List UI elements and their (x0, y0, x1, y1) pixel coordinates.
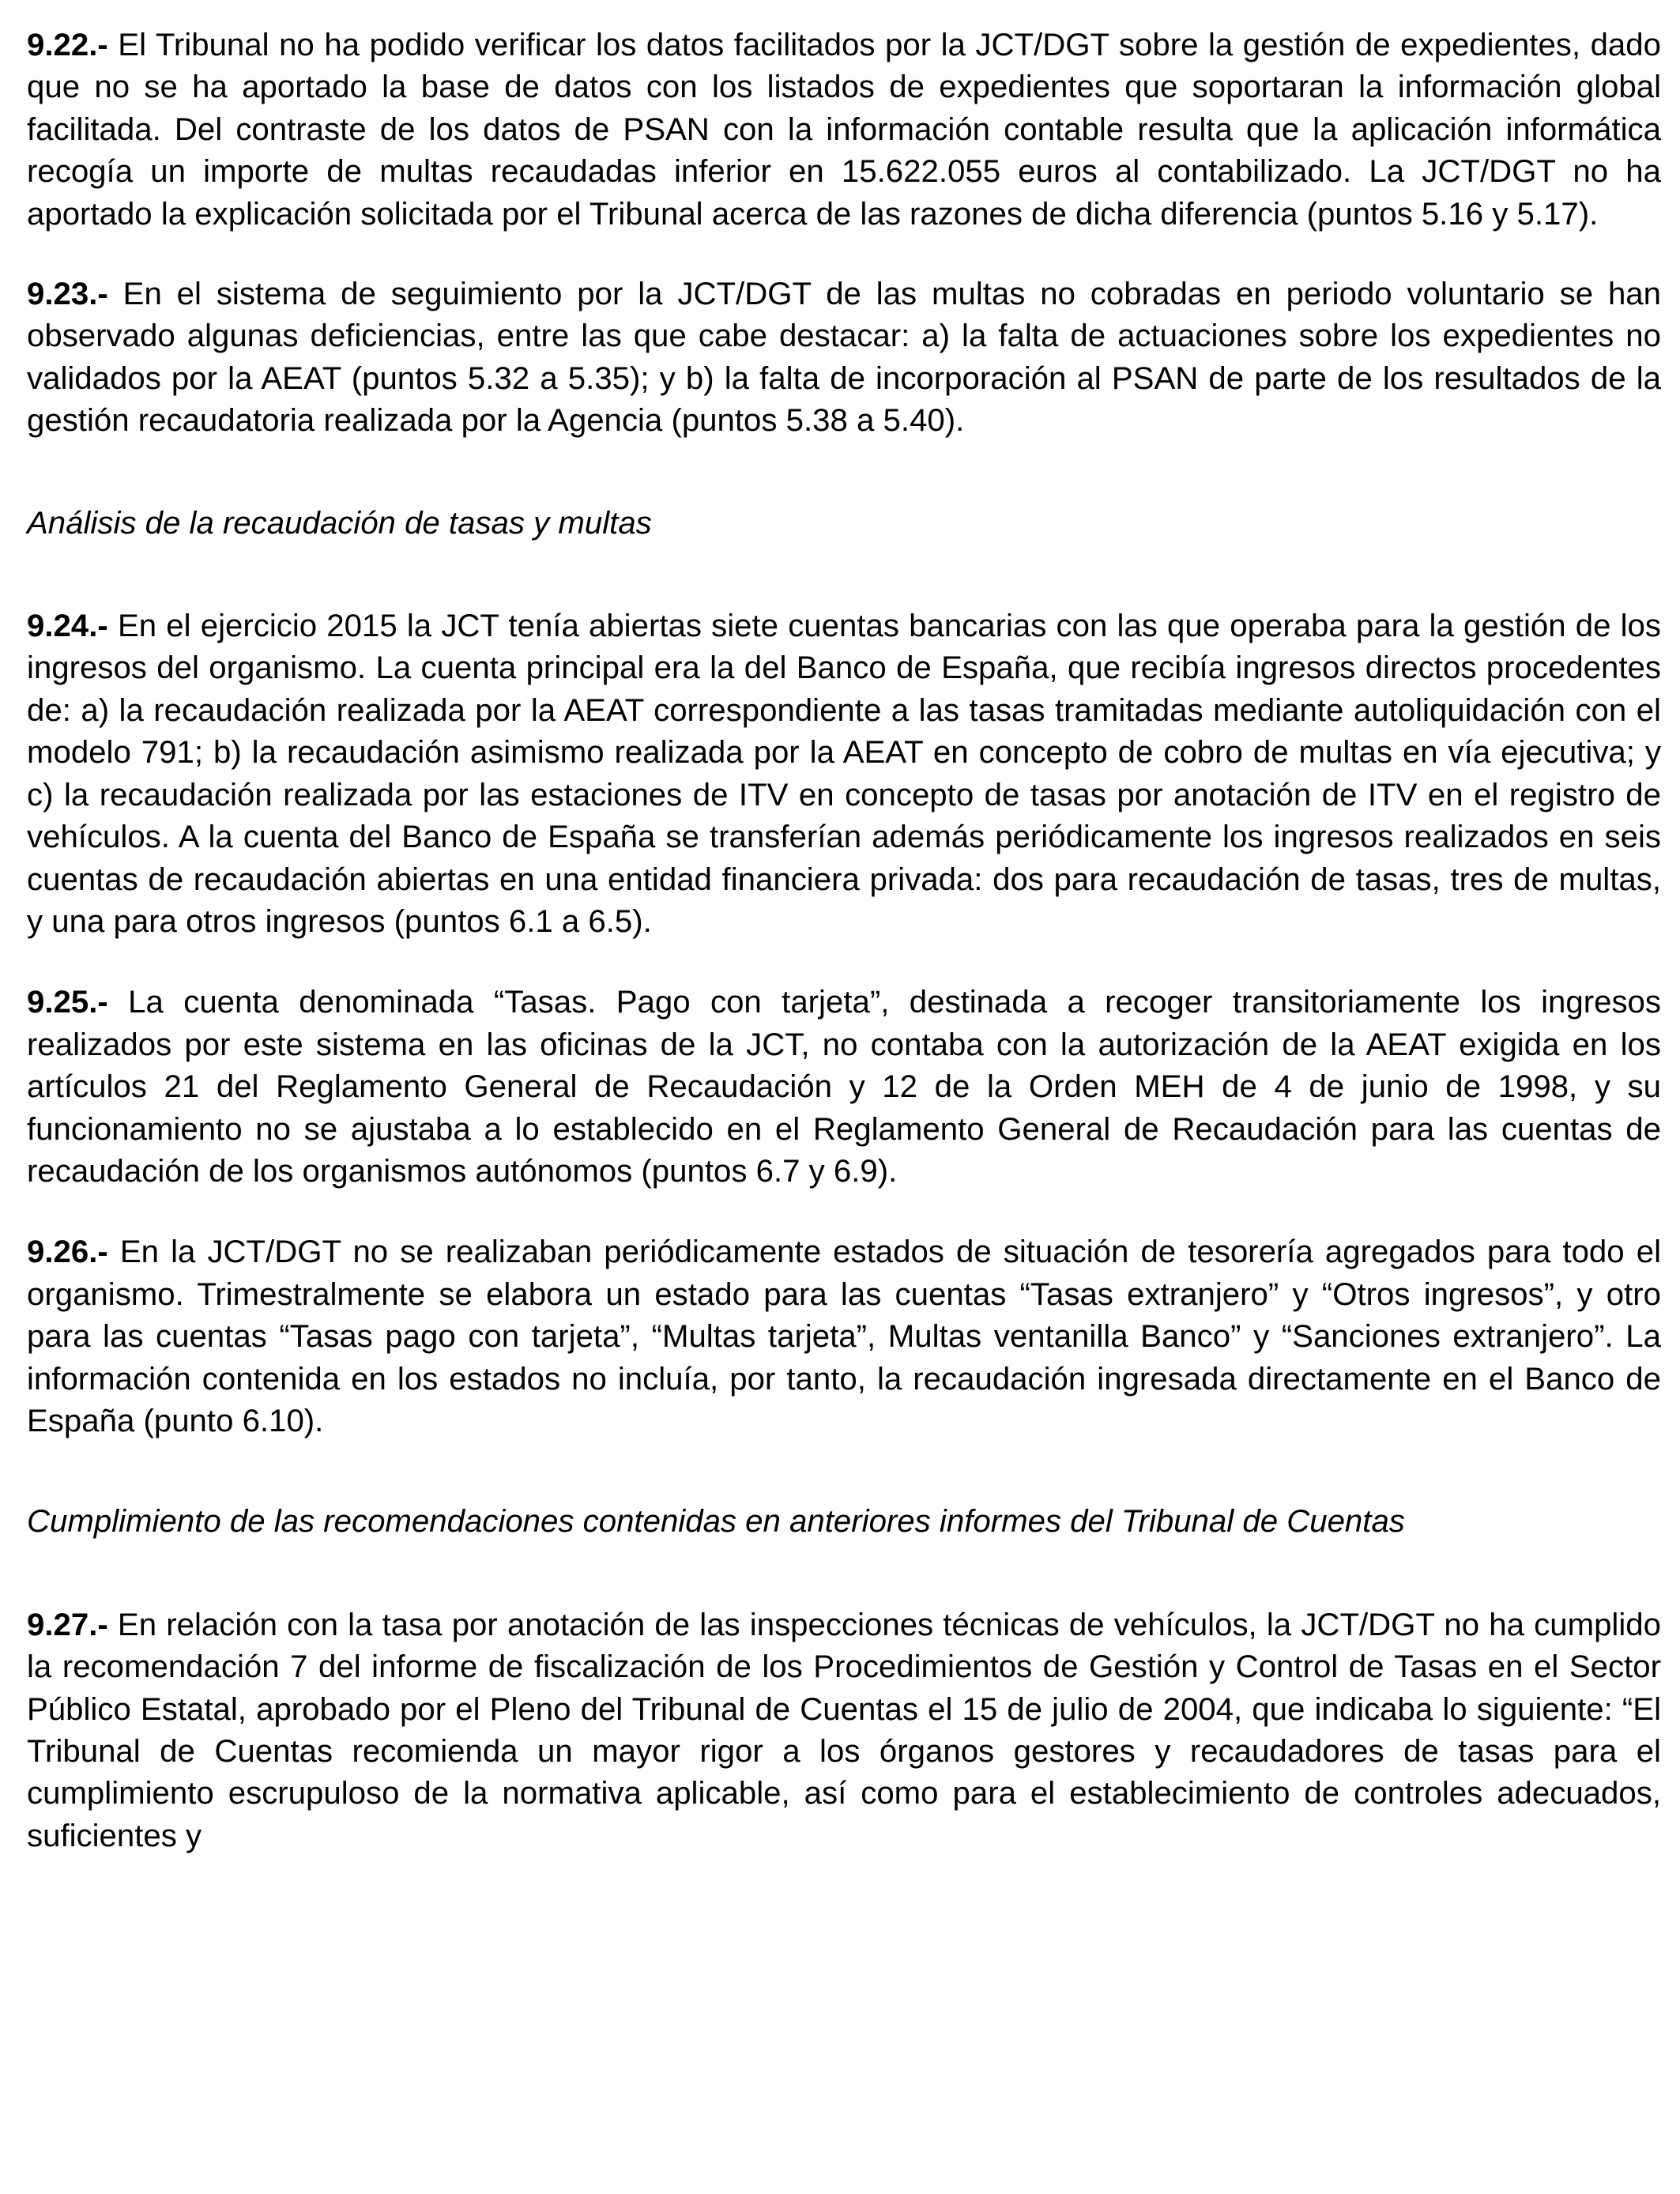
paragraph-number: 9.26.- (27, 1234, 108, 1270)
paragraph-9-27 (27, 1604, 1661, 1857)
document-page (27, 24, 1661, 1857)
paragraph-9-24 (27, 605, 1661, 942)
paragraph-text: En relación con la tasa por anotación de las inspecciones técnicas de vehículos, la JCT/DGT no ha cumplido la recomendación 7 del informe de fiscalización de los Procedimientos de Gestión y Control de Tasas en el Sector Público Estatal, aprobado por el Pleno del Tribunal de Cuentas el 15 de julio de 2004, que indicaba lo siguiente: “El Tribunal de Cuentas recomienda un mayor rigor a los órganos gestores y recaudadores de tasas para el cumplimiento escrupuloso de la normativa aplicable, así como para el establecimiento de controles adecuados, suficientes y (27, 1606, 1661, 1853)
paragraph-number: 9.24.- (27, 608, 108, 644)
paragraph-text: La cuenta denominada “Tasas. Pago con tarjeta”, destinada a recoger transitoriamente los ingresos realizados por este sistema en las oficinas de la JCT, no contaba con la autorización de la AEAT exigida en los artículos 21 del Reglamento General de Recaudación y 12 de la Orden MEH de 4 de junio de 1998, y su funcionamiento no se ajustaba a lo establecido en el Reglamento General de Recaudación para las cuentas de recaudación de los organismos autónomos (puntos 6.7 y 6.9). (27, 984, 1661, 1189)
section-heading-recaudacion: Análisis de la recaudación de tasas y multas (27, 504, 652, 541)
paragraph-9-22 (27, 24, 1661, 235)
paragraph-number: 9.25.- (27, 984, 108, 1020)
paragraph-number: 9.27.- (27, 1606, 108, 1642)
paragraph-9-25 (27, 981, 1661, 1192)
paragraph-text: En la JCT/DGT no se realizaban periódicamente estados de situación de tesorería agregados para todo el organismo. Trimestralmente se elabora un estado para las cuentas “Tasas extranjero” y “Otros ingresos”, y otro para las cuentas “Tasas pago con tarjeta”, “Multas tarjeta”, Multas ventanilla Banco” y “Sanciones extranjero”. La información contenida en los estados no incluía, por tanto, la recaudación ingresada directamente en el Banco de España (punto 6.10). (27, 1234, 1661, 1438)
section-heading-recomendaciones: Cumplimiento de las recomendaciones contenidas en anteriores informes del Tribunal de Cuentas (27, 1503, 1405, 1540)
paragraph-number: 9.22.- (27, 27, 108, 62)
paragraph-text: En el ejercicio 2015 la JCT tenía abiertas siete cuentas bancarias con las que operaba para la gestión de los ingresos del organismo. La cuenta principal era la del Banco de España, que recibía ingresos directos procedentes de: a) la recaudación realizada por la AEAT correspondiente a las tasas tramitadas mediante autoliquidación con el modelo 791; b) la recaudación asimismo realizada por la AEAT en concepto de cobro de multas en vía ejecutiva; y c) la recaudación realizada por las estaciones de ITV en concepto de tasas por anotación de ITV en el registro de vehículos. A la cuenta del Banco de España se transferían además periódicamente los ingresos realizados en seis cuentas de recaudación abiertas en una entidad financiera privada: dos para recaudación de tasas, tres de multas, y una para otros ingresos (puntos 6.1 a 6.5). (27, 608, 1661, 939)
paragraph-9-26 (27, 1231, 1661, 1442)
paragraph-number: 9.23.- (27, 276, 108, 312)
paragraph-text: En el sistema de seguimiento por la JCT/DGT de las multas no cobradas en periodo voluntario se han observado algunas deficiencias, entre las que cabe destacar: a) la falta de actuaciones sobre los expedientes no validados por la AEAT (puntos 5.32 a 5.35); y b) la falta de incorporación al PSAN de parte de los resultados de la gestión recaudatoria realizada por la Agencia (puntos 5.38 a 5.40). (27, 276, 1661, 439)
paragraph-text: El Tribunal no ha podido verificar los datos facilitados por la JCT/DGT sobre la gestión de expedientes, dado que no se ha aportado la base de datos con los listados de expedientes que soportaran la información global facilitada. Del contraste de los datos de PSAN con la información contable resulta que la aplicación informática recogía un importe de multas recaudadas inferior en 15.622.055 euros al contabilizado. La JCT/DGT no ha aportado la explicación solicitada por el Tribunal acerca de las razones de dicha diferencia (puntos 5.16 y 5.17). (27, 27, 1661, 232)
paragraph-9-23 (27, 273, 1661, 442)
